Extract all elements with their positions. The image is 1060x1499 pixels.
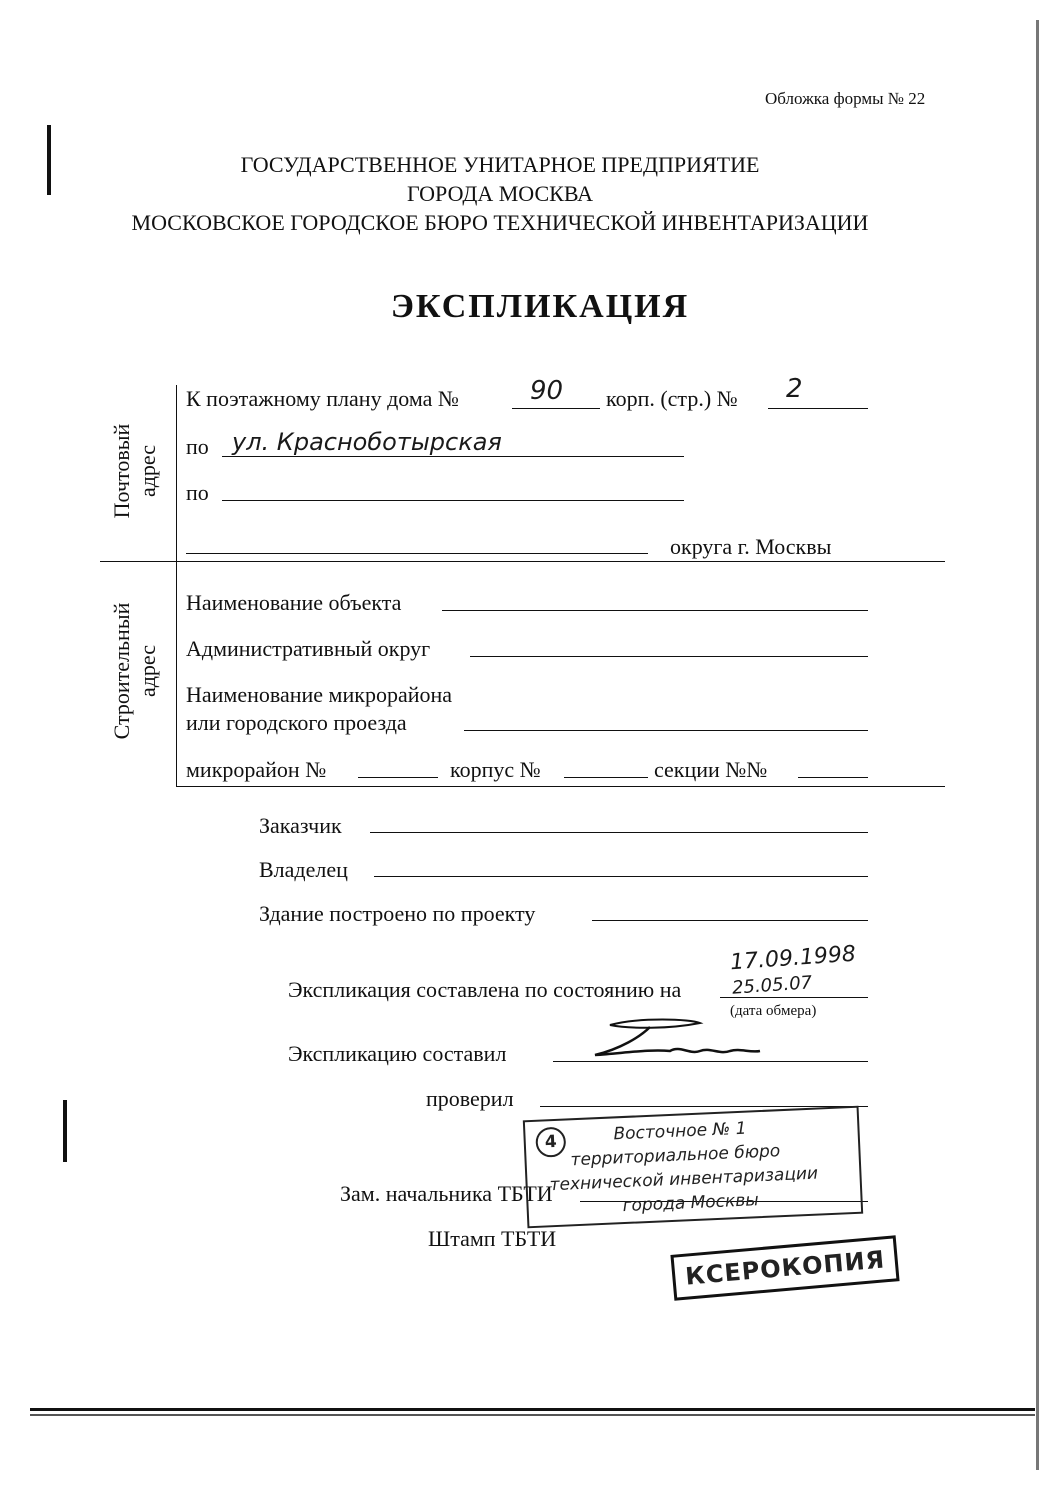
- header-line-3: МОСКОВСКОЕ ГОРОДСКОЕ БЮРО ТЕХНИЧЕСКОЙ ИНВЕНТАРИЗАЦИИ: [131, 210, 869, 235]
- street2-line[interactable]: [222, 500, 684, 501]
- microdistrict-no-line[interactable]: [358, 777, 438, 778]
- sections-label: секции №№: [654, 757, 768, 782]
- okrug-label: округа г. Москвы: [670, 534, 832, 559]
- microdistrict-no-label: микрорайон №: [186, 757, 327, 782]
- customer-label: Заказчик: [259, 813, 342, 838]
- office-stamp: [523, 1106, 863, 1229]
- customer-line[interactable]: [370, 832, 868, 833]
- project-line[interactable]: [592, 920, 868, 921]
- admin-okrug-line[interactable]: [470, 656, 868, 657]
- house-label: К поэтажному плану дома №: [186, 386, 459, 411]
- postal-side-label-2: адрес: [135, 444, 160, 498]
- admin-okrug-label: Административный округ: [186, 636, 431, 661]
- checked-label: проверил: [426, 1086, 514, 1111]
- korp-number-value[interactable]: 2: [786, 374, 803, 404]
- box-divider: [100, 561, 945, 562]
- box-left-border: [176, 385, 177, 787]
- object-name-line[interactable]: [442, 610, 868, 611]
- deputy-label: Зам. начальника ТБТИ: [340, 1181, 553, 1206]
- form-label: Обложка формы № 22: [765, 89, 926, 108]
- microdistrict-label-1: Наименование микрорайона: [186, 682, 453, 707]
- okrug-line[interactable]: [186, 553, 648, 554]
- signature-compiled: [580, 1015, 780, 1065]
- house-number-line: [512, 408, 600, 409]
- state-label: Экспликация составлена по состоянию на: [288, 977, 682, 1002]
- street-label: по: [186, 434, 209, 459]
- microdistrict-line[interactable]: [464, 730, 868, 731]
- object-name-label: Наименование объекта: [186, 590, 402, 615]
- owner-label: Владелец: [259, 857, 348, 882]
- owner-line[interactable]: [374, 876, 868, 877]
- scan-mark-bottom-left: [63, 1100, 67, 1162]
- scan-edge-bottom-2: [30, 1414, 1035, 1416]
- office-stamp-line-2: территориальное бюро: [570, 1141, 781, 1171]
- street-value[interactable]: ул. Красноботырская: [232, 428, 502, 456]
- box-bottom-border: [176, 786, 945, 787]
- date-upper-value[interactable]: 17.09.1998: [729, 941, 857, 976]
- office-stamp-line-3: технической инвентаризации: [549, 1163, 819, 1196]
- microdistrict-label-2: или городского проезда: [186, 710, 407, 735]
- postal-side-label: [109, 356, 161, 586]
- copy-stamp: КСЕРОКОПИЯ: [670, 1235, 899, 1301]
- korpus-label: корпус №: [450, 757, 541, 782]
- construction-side-label-1: Строительный: [109, 602, 134, 740]
- scan-edge-right: [1036, 20, 1039, 1470]
- korpus-line[interactable]: [564, 777, 648, 778]
- header-line-2: ГОРОДА МОСКВА: [407, 181, 593, 206]
- construction-side-label-2: адрес: [135, 644, 160, 698]
- date-caption: (дата обмера): [730, 1003, 817, 1019]
- date-lower-value[interactable]: 25.05.07: [731, 972, 813, 999]
- project-label: Здание построено по проекту: [259, 901, 536, 926]
- street2-label: по: [186, 480, 209, 505]
- header-line-1: ГОСУДАРСТВЕННОЕ УНИТАРНОЕ ПРЕДПРИЯТИЕ: [240, 152, 760, 177]
- office-stamp-line-4: города Москвы: [622, 1190, 760, 1217]
- postal-side-label-1: Почтовый: [109, 423, 134, 519]
- house-number-value[interactable]: 90: [530, 376, 564, 406]
- sections-line[interactable]: [798, 777, 868, 778]
- construction-side-label: [109, 556, 161, 786]
- scan-edge-bottom: [30, 1408, 1035, 1411]
- korp-label: корп. (стр.) №: [606, 386, 738, 411]
- office-stamp-number: 4: [535, 1127, 566, 1158]
- stamp-label: Штамп ТБТИ: [428, 1226, 557, 1251]
- compiled-label: Экспликацию составил: [288, 1041, 507, 1066]
- street-line: [222, 456, 684, 457]
- organization-header: [0, 150, 1000, 237]
- korp-number-line: [768, 408, 868, 409]
- office-stamp-line-1: Восточное № 1: [613, 1118, 747, 1145]
- page-title: ЭКСПЛИКАЦИЯ: [390, 288, 690, 325]
